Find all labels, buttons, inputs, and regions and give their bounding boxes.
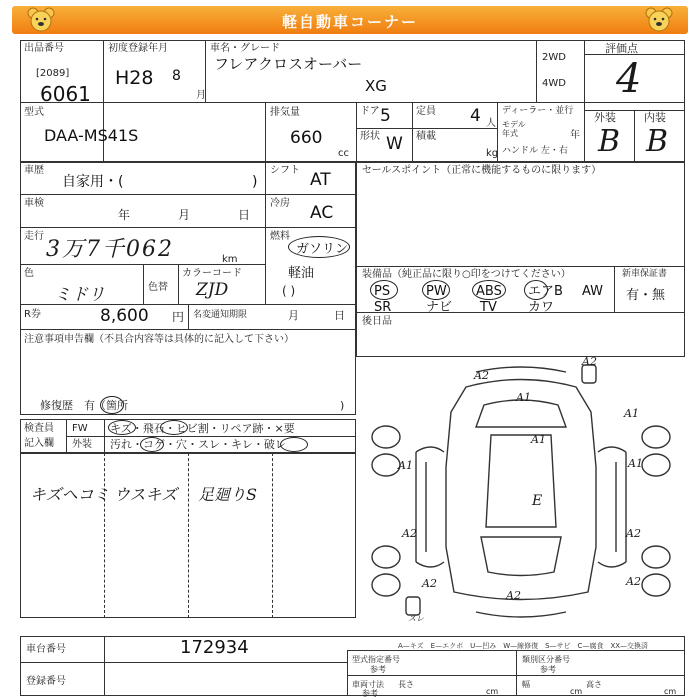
equip-ps-circle <box>370 280 398 300</box>
shape-value: W <box>386 134 403 154</box>
color-code-label: カラーコード <box>182 268 242 279</box>
type-designation-label: 型式指定番号 <box>352 655 400 664</box>
inspection-day: 日 <box>238 208 251 222</box>
inspection-month: 月 <box>178 208 191 222</box>
fuel-diesel: 軽油 <box>288 266 315 281</box>
page-title: 軽自動車コーナー <box>281 13 418 31</box>
fw-label: FW <box>72 423 88 434</box>
interior-score: B <box>646 124 669 159</box>
size-label: 車両寸法 <box>352 680 384 689</box>
mark-hood: A1 <box>516 391 531 404</box>
mark-left-front: A1 <box>398 459 413 472</box>
equipment-label: 装備品（純正品に限り○印をつけてください） <box>362 269 571 280</box>
handwritten-note-2: ウスキズ <box>114 485 178 504</box>
mark-rear-left: A2 <box>422 577 437 590</box>
exterior-tag: 外装 <box>72 439 92 450</box>
mark-center: E <box>532 493 543 509</box>
evaluation-score: 4 <box>616 56 642 102</box>
equip-abs-circle <box>472 280 506 300</box>
inspection-label: 車検 <box>24 198 44 209</box>
displacement-label: 排気量 <box>270 107 300 118</box>
history-label: 車歴 <box>24 165 44 176</box>
sales-equipment-block <box>356 162 685 357</box>
name-change-label: 名変通知期限 <box>193 310 248 320</box>
first-reg-month-unit: 月 <box>196 90 206 101</box>
warranty-value: 有・無 <box>626 288 666 303</box>
width-label: 幅 <box>522 680 530 689</box>
load-unit: kg <box>486 148 499 159</box>
equip-leather: カワ <box>528 300 555 315</box>
color-value: ミドリ <box>54 285 105 305</box>
model-year-label: モデル年式 <box>502 120 526 138</box>
lot-label: 出品番号 <box>24 43 64 54</box>
doors-label: ドア <box>360 106 380 117</box>
equip-airbag-circle <box>524 280 548 300</box>
recycle-value: 8,600 <box>100 306 149 326</box>
height-label: 高さ <box>586 680 602 689</box>
inspector-label: 検査員 <box>24 423 54 434</box>
stain-circle <box>140 437 164 452</box>
equip-abs: ABS <box>476 284 502 299</box>
height-unit: cm <box>664 687 677 696</box>
exterior-items: キズ・飛石・ヒビ割・リペア跡・×要 <box>110 422 295 435</box>
aircon-label: 冷房 <box>270 198 290 209</box>
fuel-gasoline: ガソリン <box>296 242 349 257</box>
class-number-ref: 参考 <box>540 665 556 674</box>
load-label: 積載 <box>416 131 436 142</box>
type-designation-ref: 参考 <box>370 665 386 674</box>
car-grade: XG <box>365 77 387 95</box>
mark-bottom-left: スレ <box>408 614 424 623</box>
name-change-month: 月 <box>288 309 299 322</box>
chassis-number: 172934 <box>180 637 249 658</box>
equip-aw: AW <box>582 284 604 299</box>
mark-right-rear: A2 <box>626 527 641 540</box>
interior-items: 汚れ・コゲ・穴・スレ・キレ・破レ <box>110 438 286 451</box>
color-code-value: ZJD <box>196 280 229 300</box>
mark-top-right: A2 <box>582 357 597 368</box>
handwritten-note-3: 足廻りS <box>198 485 257 504</box>
model-year-unit: 年 <box>570 130 580 141</box>
equip-sr: SR <box>374 300 392 315</box>
sales-point-label: セールスポイント（正常に機能するものに限ります） <box>362 165 602 176</box>
doors-value: 5 <box>380 106 391 126</box>
first-reg-label: 初度登録年月 <box>108 43 168 54</box>
mark-rear-right: A2 <box>626 575 641 588</box>
chassis-label: 車台番号 <box>26 644 66 655</box>
width-unit: cm <box>570 687 583 696</box>
warranty-label: 新車保証書 <box>622 269 668 279</box>
mark-roof-left: A1 <box>531 433 546 446</box>
repair-history: 修復歴 有（箇所 <box>40 399 128 412</box>
shift-value: AT <box>310 170 331 190</box>
handwritten-note-1: キズヘコミ <box>30 485 110 504</box>
first-reg-era: H28 <box>115 67 154 89</box>
damage-legend: A—キズ E—エクボ U—凹み W—線修復 S—サビ C—腐食 XX—交換済 <box>398 642 649 650</box>
fuel-label: 燃料 <box>270 231 290 242</box>
header-bar <box>12 6 688 34</box>
rear-seat-label: 後日品 <box>362 316 392 327</box>
entry-label: 記入欄 <box>24 438 54 449</box>
recycle-unit: 円 <box>172 310 185 324</box>
wear-circle <box>280 437 308 452</box>
mark-right-front: A1 <box>628 457 643 470</box>
first-reg-month: 8 <box>172 68 181 84</box>
notes-label: 注意事項申告欄（不具合内容等は具体的に記入して下さい） <box>24 334 294 345</box>
exterior-score: B <box>598 124 621 159</box>
lot-sub: [2089] <box>36 68 70 79</box>
length-unit: cm <box>486 687 499 696</box>
mark-front-right: A1 <box>624 407 639 420</box>
shape-label: 形状 <box>360 131 380 142</box>
chip-circle <box>160 420 188 435</box>
fuel-circle-mark <box>288 236 350 258</box>
model-value: DAA-MS41S <box>44 126 139 145</box>
mark-left-rear: A2 <box>402 527 417 540</box>
class-number-label: 類別区分番号 <box>522 655 570 664</box>
length-label: 長さ <box>398 680 414 689</box>
capacity-unit: 人 <box>486 118 496 129</box>
equip-pw: PW <box>426 284 447 299</box>
repair-close: ) <box>340 399 345 412</box>
scratch-circle <box>108 420 136 435</box>
car-name: フレアクロスオーバー <box>214 55 363 73</box>
mileage-unit: km <box>222 254 238 265</box>
aircon-value: AC <box>310 203 334 223</box>
inspection-year: 年 <box>118 208 131 222</box>
history-value: 自家用・( <box>62 174 124 190</box>
model-label: 型式 <box>24 107 44 118</box>
lot-number: 6061 <box>40 82 91 106</box>
mark-top-left: A2 <box>474 369 489 382</box>
capacity-label: 定員 <box>416 106 436 117</box>
fuel-other: ( ) <box>282 284 296 298</box>
history-close: ) <box>252 174 258 190</box>
displacement-unit: cc <box>338 148 349 159</box>
equip-airbag: エアB <box>528 284 563 299</box>
mileage-label: 走行 <box>24 231 44 242</box>
drive-2wd: 2WD <box>542 52 566 63</box>
name-change-day: 日 <box>334 309 345 322</box>
capacity-value: 4 <box>470 106 481 126</box>
dealer-label: ディーラー・並行 <box>502 106 574 116</box>
displacement-value: 660 <box>290 128 323 148</box>
exterior-label: 外装 <box>594 111 616 124</box>
equip-pw-circle <box>422 280 450 300</box>
equip-navi: ナビ <box>426 300 453 315</box>
shift-label: シフト <box>270 165 300 176</box>
bear-mascot-icon <box>644 7 674 33</box>
interior-label: 内装 <box>644 111 666 124</box>
evaluation-label: 評価点 <box>605 42 638 55</box>
car-damage-diagram <box>356 357 685 627</box>
size-ref: 参考 <box>362 689 378 698</box>
registration-label: 登録番号 <box>26 676 66 687</box>
equip-ps: PS <box>374 284 391 299</box>
recycle-label: R券 <box>24 309 41 320</box>
handle-label: ハンドル 左・右 <box>502 146 568 156</box>
car-name-label: 車名・グレード <box>210 43 280 54</box>
mileage-value: 3万7千062 <box>46 237 174 262</box>
equip-tv: TV <box>480 300 497 315</box>
color-label: 色 <box>24 268 34 279</box>
mark-bumper: A2 <box>506 589 521 602</box>
drive-4wd: 4WD <box>542 78 566 89</box>
color-change-label: 色替 <box>148 282 168 293</box>
repair-circle-mark <box>100 396 124 414</box>
